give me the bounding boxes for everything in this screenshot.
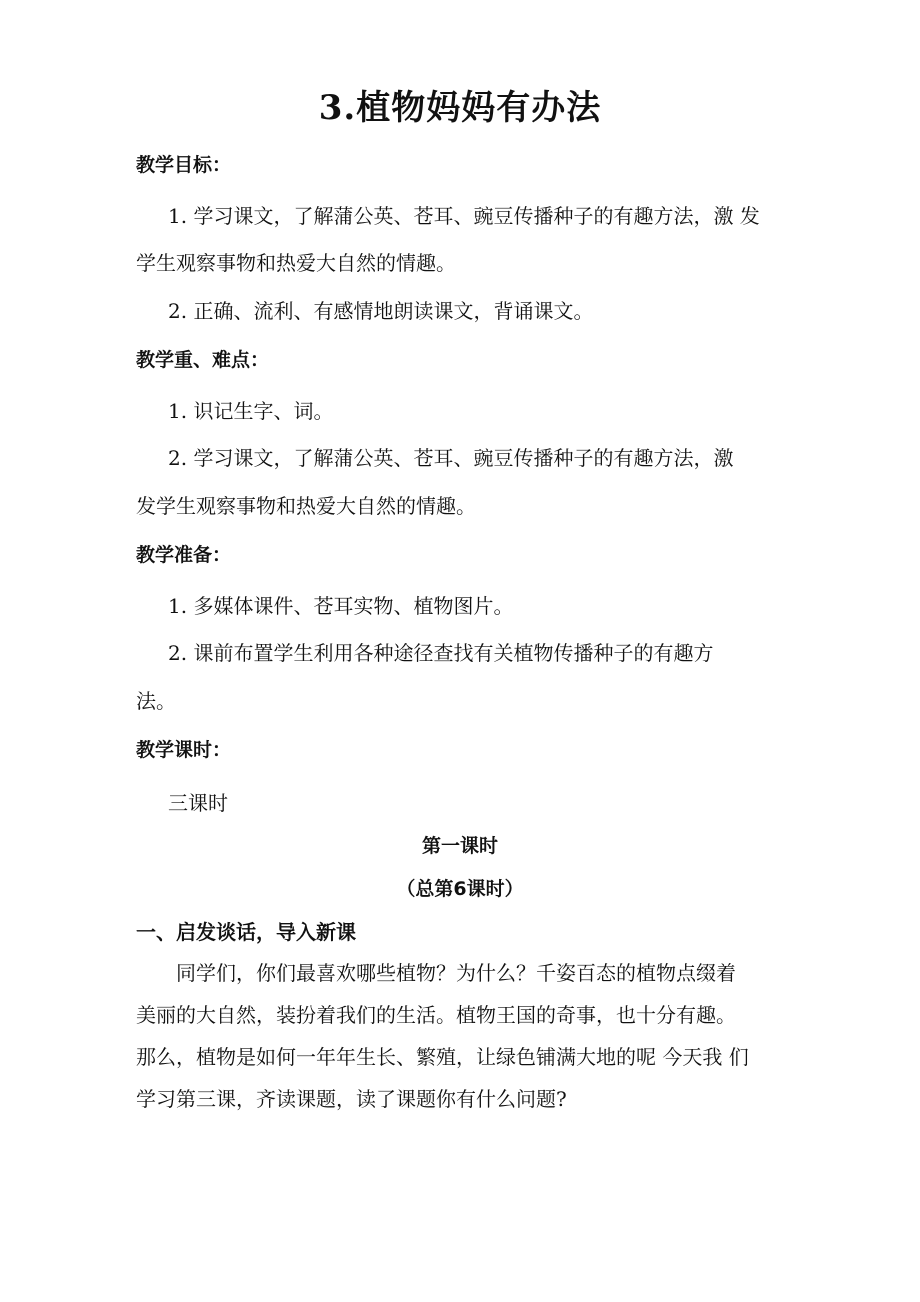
- lesson-title: 第一课时: [421, 835, 498, 857]
- key-points-line-3: 发学生观察事物和热爱大自然的情趣。: [136, 494, 476, 518]
- part-one-line-3: 那么，植物是如何一年年生长、繁殖，让绿色铺满大地的呢 今天我 们: [136, 1045, 749, 1069]
- section-heading-preparation: 教学准备：: [136, 544, 232, 566]
- preparation-line-2: 2. 课前布置学生利用各种途径查找有关植物传播种子的有趣方: [168, 641, 714, 665]
- section-heading-key-points: 教学重、难点：: [136, 349, 270, 371]
- objectives-line-2: 学生观察事物和热爱大自然的情趣。: [136, 251, 456, 275]
- section-heading-objectives: 教学目标：: [136, 154, 232, 176]
- key-points-line-1: 1. 识记生字、词。: [168, 399, 334, 423]
- key-points-line-2: 2. 学习课文，了解蒲公英、苍耳、豌豆传播种子的有趣方法，激: [168, 446, 734, 470]
- lesson-subtitle: （总第6课时）: [396, 878, 524, 900]
- part-one-title: 一、启发谈话，导入新课: [136, 920, 356, 944]
- objectives-line-3: 2. 正确、流利、有感情地朗读课文，背诵课文。: [168, 299, 594, 323]
- preparation-line-1: 1. 多媒体课件、苍耳实物、植物图片。: [168, 594, 514, 618]
- section-heading-class-hours: 教学课时：: [136, 739, 232, 761]
- part-one-line-1: 同学们，你们最喜欢哪些植物？为什么？千姿百态的植物点缀着: [176, 961, 736, 985]
- preparation-line-3: 法。: [136, 689, 176, 713]
- part-one-line-4: 学习第三课，齐读课题，读了课题你有什么问题?: [136, 1087, 567, 1111]
- part-one-line-2: 美丽的大自然，装扮着我们的生活。植物王国的奇事，也十分有趣。: [136, 1003, 736, 1027]
- class-hours-line-1: 三课时: [168, 791, 228, 815]
- document-title: 3.植物妈妈有办法: [318, 88, 602, 128]
- objectives-line-1: 1. 学习课文，了解蒲公英、苍耳、豌豆传播种子的有趣方法，激 发: [168, 204, 760, 228]
